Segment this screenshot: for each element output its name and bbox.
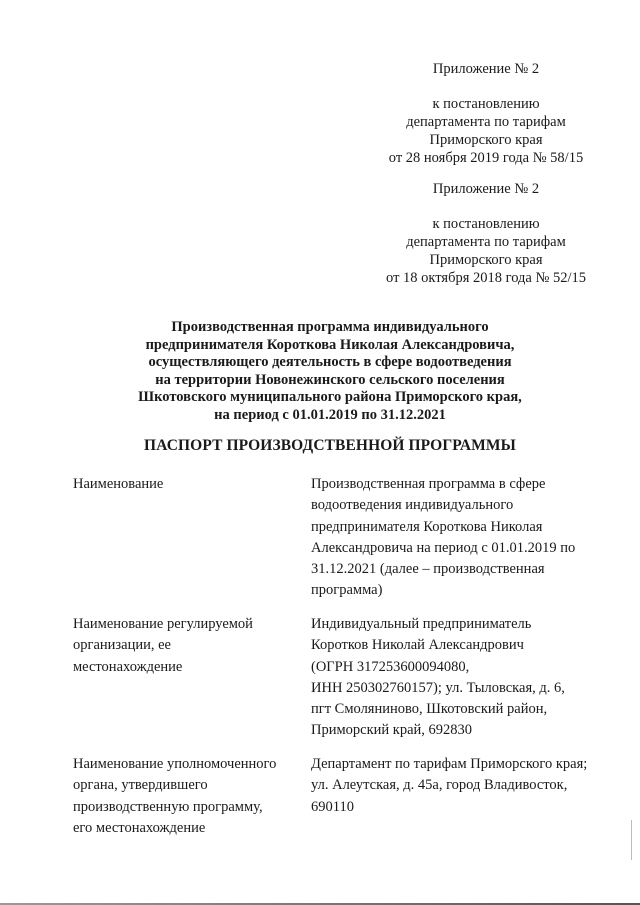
value-line: пгт Смоляниново, Шкотовский район, xyxy=(311,701,548,718)
value-line: водоотведения индивидуального xyxy=(311,497,514,514)
title-line: предпринимателя Короткова Николая Александровича, xyxy=(145,336,515,353)
appendix-line: департамента по тарифам xyxy=(406,234,566,250)
label-line: Наименование уполномоченного xyxy=(73,756,277,772)
passport-heading: ПАСПОРТ ПРОИЗВОДСТВЕННОЙ ПРОГРАММЫ xyxy=(144,437,516,454)
appendix-line: к постановлению xyxy=(432,216,540,232)
appendix-line: департамента по тарифам xyxy=(406,114,566,130)
value-line: Индивидуальный предприниматель xyxy=(311,616,532,632)
row-value xyxy=(311,474,616,602)
appendix-line: к постановлению xyxy=(432,96,540,112)
appendix-line: от 28 ноября 2019 года № 58/15 xyxy=(388,150,584,166)
label-line: производственную программу, xyxy=(73,798,263,815)
row-label xyxy=(73,754,298,839)
value-line: Производственная программа в сфере xyxy=(311,476,546,492)
label-line: органа, утвердившего xyxy=(73,777,208,794)
label-line: Наименование xyxy=(73,476,164,492)
value-line: ИНН 250302760157); ул. Тыловская, д. 6, xyxy=(311,679,565,696)
title-line: Шкотовского муниципального района Приморского края, xyxy=(138,389,522,406)
title-line: осуществляющего деятельность в сфере водоотведения xyxy=(148,354,512,371)
label-line: его местонахождение xyxy=(73,819,206,836)
title-line: на период с 01.01.2019 по 31.12.2021 xyxy=(214,406,446,423)
value-line: Приморский край, 692830 xyxy=(311,722,473,739)
value-line: ул. Алеутская, д. 45а, город Владивосток, xyxy=(311,777,568,794)
label-line: местонахождение xyxy=(73,658,183,675)
value-line: программа) xyxy=(311,582,383,599)
label-line: организации, ее xyxy=(73,637,171,654)
row-label xyxy=(73,474,298,495)
appendix-heading: Приложение № 2 xyxy=(432,61,540,77)
row-value xyxy=(311,614,616,742)
appendix-heading: Приложение № 2 xyxy=(432,181,540,197)
label-line: Наименование регулируемой xyxy=(73,616,253,632)
title-line: Производственная программа индивидуального xyxy=(171,319,489,335)
value-line: Коротков Николай Александрович xyxy=(311,637,524,654)
appendix-line: Приморского края xyxy=(429,132,543,148)
value-line: 690110 xyxy=(311,798,354,815)
document-title xyxy=(110,319,550,425)
appendix-block-1 xyxy=(372,60,600,167)
value-line: 31.12.2021 (далее – производственная xyxy=(311,561,545,578)
value-line: Департамент по тарифам Приморского края; xyxy=(311,756,588,772)
value-line: предпринимателя Короткова Николая xyxy=(311,518,543,535)
row-label xyxy=(73,614,298,678)
appendix-line: Приморского края xyxy=(429,252,543,268)
appendix-line: от 18 октября 2018 года № 52/15 xyxy=(386,270,586,286)
value-line: Александровича на период с 01.01.2019 по xyxy=(311,539,576,556)
row-value xyxy=(311,754,616,818)
appendix-block-2 xyxy=(372,180,600,287)
scan-artifact xyxy=(631,820,632,860)
value-line: (ОГРН 317253600094080, xyxy=(311,658,470,675)
title-line: на территории Новонежинского сельского поселения xyxy=(155,371,505,388)
